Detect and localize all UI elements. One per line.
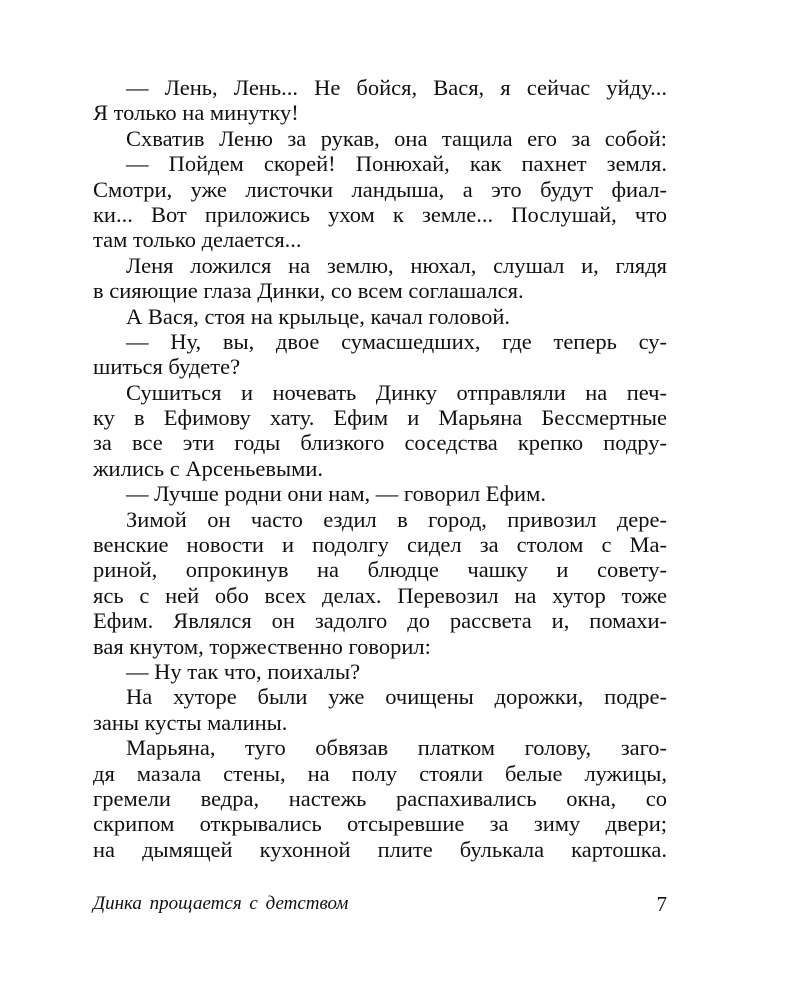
text-line: Марьяна, туго обвязав платком голову, заго- — [126, 735, 667, 761]
text-line: гремели ведра, настежь распахивались окна, со — [93, 785, 667, 811]
text-line: на дымящей кухонной плите булькала картошка. — [93, 836, 667, 862]
text-line: На хуторе были уже очищены дорожки, подре- — [126, 684, 667, 710]
text-line: за все эти годы близкого соседства крепко подру- — [93, 430, 667, 456]
text-line: Смотри, уже листочки ландыша, а это будут фиал- — [93, 176, 667, 202]
text-line: риной, опрокинув на блюдце чашку и совету- — [93, 557, 667, 583]
text-line: венские новости и подолгу сидел за столом с Ма- — [93, 532, 667, 558]
text-line: заны кусты малины. — [93, 709, 288, 735]
text-line: — Пойдем скорей! Понюхай, как пахнет земля. — [126, 151, 667, 177]
text-line: Зимой он часто ездил в город, привозил дере- — [126, 506, 667, 532]
text-line: Я только на минутку! — [93, 100, 299, 126]
text-line: А Вася, стоя на крыльце, качал головой. — [126, 303, 511, 329]
text-line: Сушиться и ночевать Динку отправляли на печ- — [126, 379, 667, 405]
text-line: — Ну так что, поихалы? — [126, 658, 361, 684]
text-line: в сияющие глаза Динки, со всем соглашался. — [93, 278, 524, 304]
text-line: ки... Вот приложись ухом к земле... Послушай, что — [93, 201, 667, 227]
page-number: 7 — [656, 892, 667, 916]
text-line: Схватив Леню за рукав, она тащила его за собой: — [126, 125, 667, 151]
text-line: Леня ложился на землю, нюхал, слушал и, глядя — [126, 252, 667, 278]
text-line: вая кнутом, торжественно говорил: — [93, 633, 431, 659]
page-footer — [93, 891, 667, 917]
text-line: там только делается... — [93, 227, 302, 253]
text-line: скрипом открывались отсыревшие за зиму двери; — [93, 811, 667, 837]
text-line: Ефим. Являлся он задолго до рассвета и, помахи- — [93, 608, 667, 634]
text-line: — Ну, вы, двое сумасшедших, где теперь су- — [126, 328, 667, 354]
text-line: ку в Ефимову хату. Ефим и Марьяна Бессмертные — [93, 405, 667, 431]
running-title: Динка прощается с детством — [93, 893, 349, 914]
text-line: — Лучше родни они нам, — говорил Ефим. — [126, 481, 546, 507]
body-text — [93, 75, 667, 862]
text-line: жились с Арсеньевыми. — [93, 455, 324, 481]
text-line: шиться будете? — [93, 354, 241, 380]
text-line: дя мазала стены, на полу стояли белые лужицы, — [93, 760, 667, 786]
text-line: — Лень, Лень... Не бойся, Вася, я сейчас уйду... — [126, 75, 667, 100]
text-line: ясь с ней обо всех делах. Перевозил на хутор тоже — [93, 582, 667, 608]
